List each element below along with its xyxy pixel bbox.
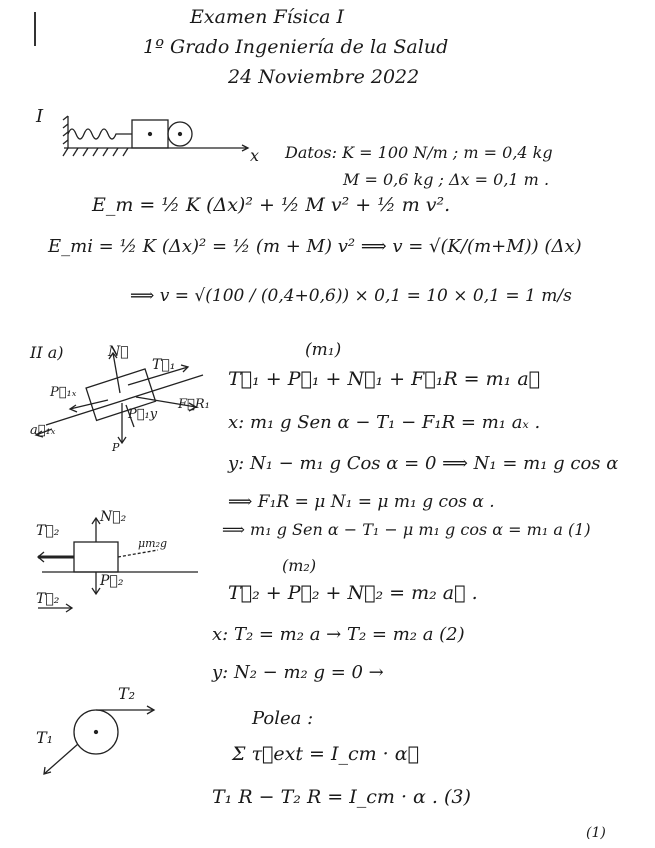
equation-3: T₁ R − T₂ R = I_cm · α . (3)	[212, 786, 471, 808]
equation-newton-m1: T⃗₁ + P⃗₁ + N⃗₁ + F⃗₁R = m₁ a⃗	[228, 368, 541, 390]
equation-torque: Σ τ⃗ext = I_cm · α⃗	[232, 743, 419, 765]
fig1-label-t1: T⃗₁	[152, 357, 176, 373]
mass-2-label: (m₂)	[282, 556, 317, 575]
datos-line-2: M = 0,6 kg ; Δx = 0,1 m .	[343, 170, 550, 189]
exam-title: Examen Física I	[190, 6, 345, 28]
equation-2: x: T₂ = m₂ a → T₂ = m₂ a (2)	[212, 624, 465, 645]
polea-label: Polea :	[252, 708, 314, 729]
equation-x-m1: x: m₁ g Sen α − T₁ − F₁R = m₁ aₓ .	[228, 412, 541, 433]
equation-friction: ⟹ F₁R = μ N₁ = μ m₁ g cos α .	[228, 492, 495, 512]
fig2-label-n2: N⃗₂	[100, 509, 127, 525]
fig1-label-a1x: a⃗₁ₓ	[30, 423, 56, 438]
fig3-label-t1: T₁	[36, 728, 54, 747]
fig3-label-t2: T₂	[118, 684, 136, 703]
axis-x-label: x	[250, 146, 260, 165]
equation-y-m2: y: N₂ − m₂ g = 0 →	[212, 662, 384, 683]
equation-y-m1: y: N₁ − m₁ g Cos α = 0 ⟹ N₁ = m₁ g cos α	[228, 453, 619, 474]
fig1-label-n: N⃗	[108, 344, 129, 360]
equation-energy: E_m = ½ K (Δx)² + ½ M v² + ½ m v².	[92, 194, 451, 216]
datos-line-1: Datos: K = 100 N/m ; m = 0,4 kg	[285, 143, 553, 162]
exam-subtitle: 1º Grado Ingeniería de la Salud	[143, 36, 449, 58]
equation-velocity: ⟹ v = √(100 / (0,4+0,6)) × 0,1 = 10 × 0,1 = 1 m/s	[130, 286, 572, 306]
fig2-label-t2-arrow: T⃗₂	[36, 591, 60, 607]
equation-energy-initial: E_mi = ½ K (Δx)² = ½ (m + M) v² ⟹ v = √(K/(m+M)) (Δx)	[48, 236, 582, 257]
fig1-label-fr1: F⃗R₁	[178, 397, 210, 412]
spring-block-figure	[60, 112, 270, 164]
equation-newton-m2: T⃗₂ + P⃗₂ + N⃗₂ = m₂ a⃗ .	[228, 582, 478, 604]
equation-1: ⟹ m₁ g Sen α − T₁ − μ m₁ g cos α = m₁ a (1)	[222, 520, 591, 539]
fig1-label-p1y: P⃗₁y	[128, 407, 158, 422]
fig1-label-p: P	[112, 441, 120, 454]
section-1-label: I	[36, 106, 44, 127]
fig2-label-t2: T⃗₂	[36, 523, 60, 539]
margin-mark	[34, 12, 36, 46]
fig1-label-p1x: P⃗₁ₓ	[50, 385, 77, 400]
fig2-label-p2: P⃗₂	[100, 573, 124, 589]
mass-1-label: (m₁)	[305, 340, 342, 360]
section-2-label: II a)	[30, 343, 64, 362]
page-number: (1)	[586, 825, 606, 841]
exam-date: 24 Noviembre 2022	[228, 66, 420, 88]
fig2-label-mu: μm₂g	[138, 537, 168, 550]
